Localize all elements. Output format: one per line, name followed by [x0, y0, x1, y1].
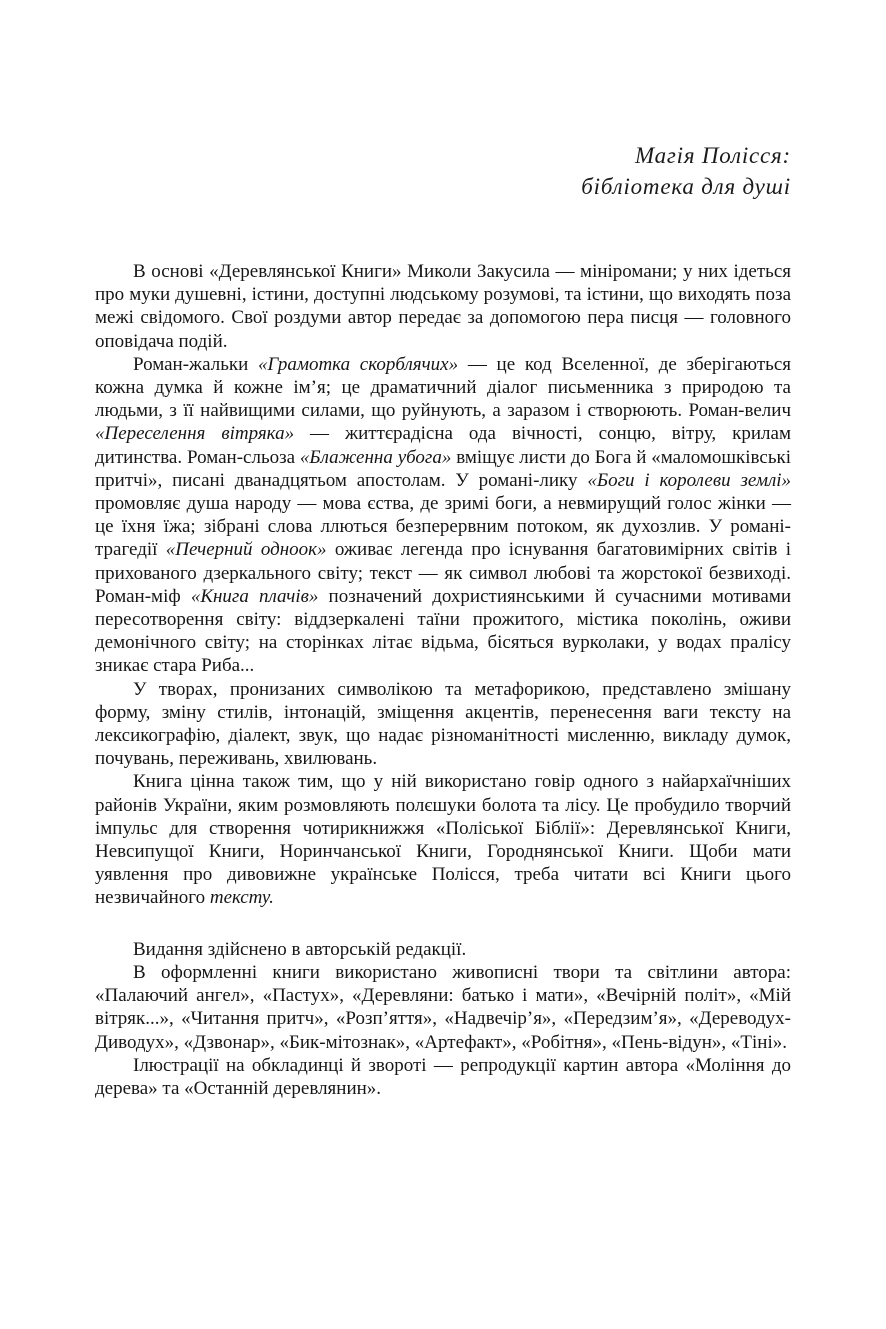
- text-run: Ілюстрації на обкладинці й звороті — репродукції картин автора «Моління до дерева» та «Останній деревлянин».: [95, 1054, 791, 1099]
- text-run: позначений дохристиянськими й сучасними мотивами пересотворення світу: віддзеркалені таїни прожитого, містика поколінь, оживи демонічного світу; на сторінках літає відьма, бісяться вурколаки, у водах пралісу зникає стара Риба...: [95, 585, 792, 677]
- paragraph: [95, 770, 791, 909]
- page-title-line-1: Магія Полісся:: [634, 143, 791, 168]
- page-title-line-2: бібліотека для душі: [581, 174, 791, 199]
- paragraph: [95, 678, 791, 771]
- paragraph: [95, 938, 791, 961]
- text-run: Книга цінна також тим, що у ній використано говір одного з найархаїчніших районів України, яким розмовляють полєшуки болота та лісу. Це пробудило творчий імпульс для створення чотирикнижжя «Поліської Біблії»: Деревлянської Книги, Невсипущої Книги, Норинчанської Книги, Городнянської Книги. Щоби мати уявлення про дивовижне українське Полісся, треба читати всі Книги цього незвичайного: [95, 771, 791, 909]
- text-run: В оформленні книги використано живописні твори та світлини автора: «Палаючий ангел», «Пастух», «Деревляни: батько і мати», «Вечірній політ», «Мій вітряк...», «Читання притч», «Розп’яття», «Надвечір’я», «Передзим’я», «Дереводух-Диводух», «Дзвонар», «Бик-мітознак», «Артефакт», «Робітня», «Пень-відун», «Тіні».: [95, 961, 791, 1053]
- text-run: В основі «Деревлянської Книги» Миколи Закусила — мініромани; у них ідеться про муки душевні, істини, доступні людському розумові, та істини, що виходять поза межі свідомого. Свої роздуми автор передає за допомогою пера писця — головного оповідача подій.: [95, 261, 791, 352]
- text-run-italic: «Грамотка скорблячих»: [258, 353, 459, 375]
- text-run: Роман-жальки: [133, 353, 259, 375]
- paragraph: [95, 1054, 791, 1100]
- paragraph: [95, 961, 791, 1054]
- text-run: — це код Вселенної, де зберігаються кожна думка й кожне ім’я; це драматичний діалог письменника з природою та людьми, з її найвищими силами, що руйнують, а заразом і створюють. Роман-велич: [95, 353, 791, 422]
- text-run: — життєрадісна ода вічності, сонцю, вітру, крилам дитинства. Роман-сльоза: [95, 423, 791, 468]
- text-run-italic: «Переселення вітряка»: [95, 423, 295, 445]
- text-run-italic: тексту.: [209, 887, 274, 909]
- text-run: промовляє душа народу — мова єства, де зримі боги, а невмирущий голос жінки — це їхня їжа; зібрані слова ллються безперервним потоком, як духозлив. У романі-трагедії: [95, 493, 791, 561]
- page-title: [95, 140, 791, 202]
- body-text: [95, 260, 791, 1100]
- text-run: оживає легенда про існування багатовимірних світів і прихованого дзеркального світу; текст — як символ любові та жорстокої безвиході. Роман-міф: [95, 539, 791, 607]
- text-run: вміщує листи до Бога й «маломошківські притчі», писані дванадцятьом апостолам. У романі-лику: [95, 446, 791, 491]
- text-run-italic: «Печерний одноок»: [165, 539, 327, 561]
- text-run-italic: «Блаженна убога»: [299, 446, 452, 468]
- text-run: Видання здійснено в авторській редакції.: [133, 938, 467, 960]
- text-run: У творах, пронизаних символікою та метафорикою, представлено змішану форму, зміну стилів, інтонацій, зміщення акцентів, перенесення ваги тексту на лексикографію, діалект, звук, що надає різноманітності мисленню, викладу думок, почувань, переживань, хвилювань.: [95, 678, 791, 770]
- paragraph: [95, 260, 791, 353]
- text-run-italic: «Боги і королеви землі»: [587, 469, 792, 491]
- text-run-italic: «Книга плачів»: [190, 585, 319, 607]
- paragraph: [95, 353, 791, 678]
